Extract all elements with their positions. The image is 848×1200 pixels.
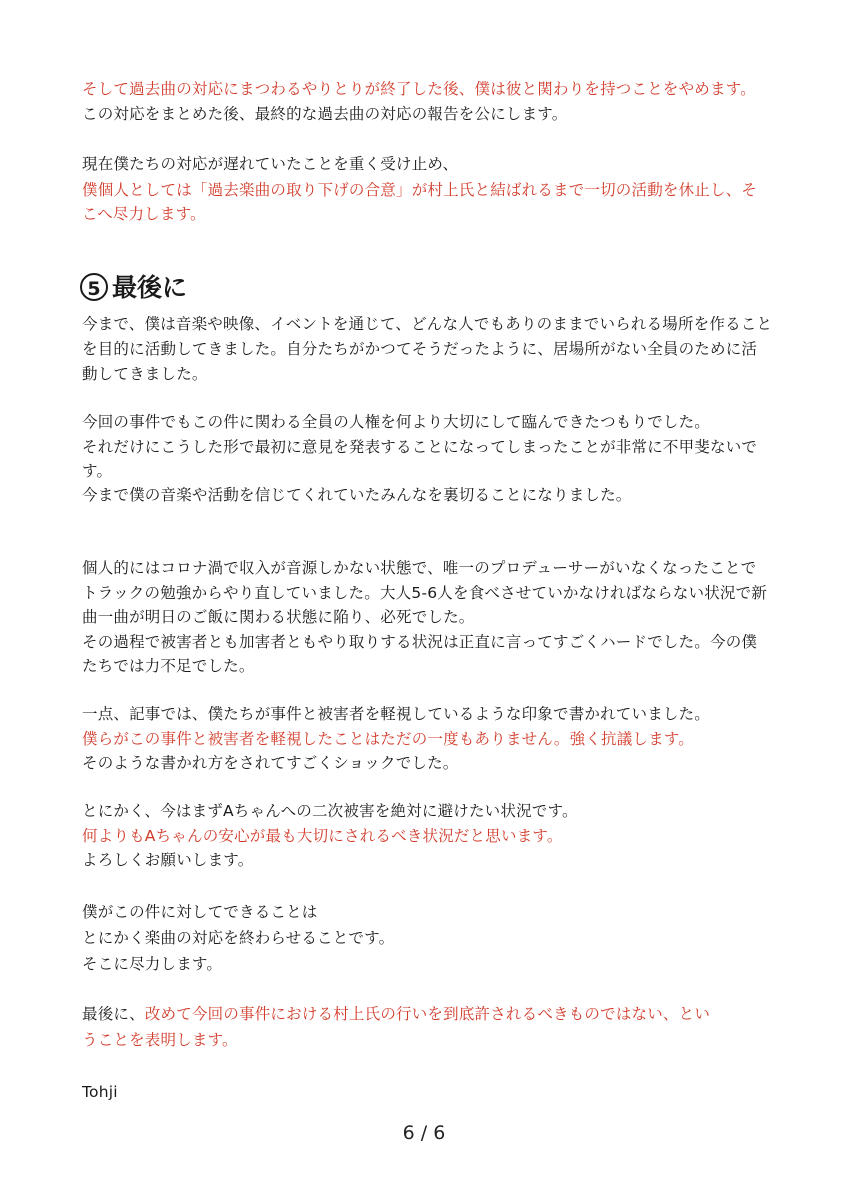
text-line: 今まで僕の音楽や活動を信じてくれていたみんなを裏切ることになりました。 <box>82 486 632 504</box>
text-line: そのような書かれ方をされてすごくショックでした。 <box>82 754 459 772</box>
text-line: とにかく楽曲の対応を終わらせることです。 <box>82 929 395 947</box>
text-line: それだけにこうした形で最初に意見を発表することになってしまったことが非常に不甲斐ないで <box>82 438 758 456</box>
text-line: 僕がこの件に対してできることは <box>82 903 318 921</box>
text-line: こへ尽力します。 <box>82 205 206 223</box>
text-line: とにかく、今はまずAちゃんへの二次被害を絶対に避けたい状況です。 <box>82 802 578 820</box>
text-line: 今まで、僕は音楽や映像、イベントを通じて、どんな人でもありのままでいられる場所を作ること <box>82 315 773 333</box>
text-line: うことを表明します。 <box>82 1031 238 1049</box>
text-line: 僕個人としては「過去楽曲の取り下げの合意」が村上氏と結ばれるまで一切の活動を休止し、そ <box>82 181 758 199</box>
text-line: たちでは力不足でした。 <box>82 657 255 675</box>
text-line: 現在僕たちの対応が遅れていたことを重く受け止め、 <box>82 155 459 173</box>
text-line: その過程で被害者とも加害者ともやり取りする状況は正直に言ってすごくハードでした。今の僕 <box>82 633 758 651</box>
circled-number: 5 <box>80 273 108 301</box>
text-line: 動してきました。 <box>82 365 208 383</box>
section-heading <box>80 272 187 304</box>
text-line <box>82 1004 710 1024</box>
text-line: そして過去曲の対応にまつわるやりとりが終了した後、僕は彼と関わりを持つことをやめます。 <box>82 80 756 98</box>
text-line: 今回の事件でもこの件に関わる全員の人権を何より大切にして臨んできたつもりでした。 <box>82 413 711 431</box>
text-line: を目的に活動してきました。自分たちがかつてそうだったように、居場所がない全員のために活 <box>82 340 758 358</box>
text-fragment: 最後に、 <box>82 1005 145 1023</box>
text-line: 一点、記事では、僕たちが事件と被害者を軽視しているような印象で書かれていました。 <box>82 705 711 723</box>
section-heading-text: 最後に <box>112 273 188 302</box>
text-line: よろしくお願いします。 <box>82 851 254 869</box>
text-line: この対応をまとめた後、最終的な過去曲の対応の報告を公にします。 <box>82 105 568 123</box>
emphasis-text: 改めて今回の事件における村上氏の行いを到底許されるべきものではない、とい <box>144 1005 711 1023</box>
text-line: そこに尽力します。 <box>82 955 223 973</box>
text-line: 個人的にはコロナ渦で収入が音源しかない状態で、唯一のプロデューサーがいなくなったことで <box>82 559 757 577</box>
text-line: トラックの勉強からやり直していました。大人5-6人を食べさせていかなければならない状況で新 <box>82 584 768 602</box>
text-line: 何よりもAちゃんの安心が最も大切にされるべき状況だと思います。 <box>82 827 563 845</box>
text-line: 僕らがこの事件と被害者を軽視したことはただの一度もありません。強く抗議します。 <box>82 730 694 748</box>
page-number: 6 / 6 <box>402 1122 446 1144</box>
text-line: す。 <box>82 462 113 480</box>
signature: Tohji <box>82 1083 118 1101</box>
text-line: 曲一曲が明日のご飯に関わる状態に陥り、必死でした。 <box>82 608 475 626</box>
